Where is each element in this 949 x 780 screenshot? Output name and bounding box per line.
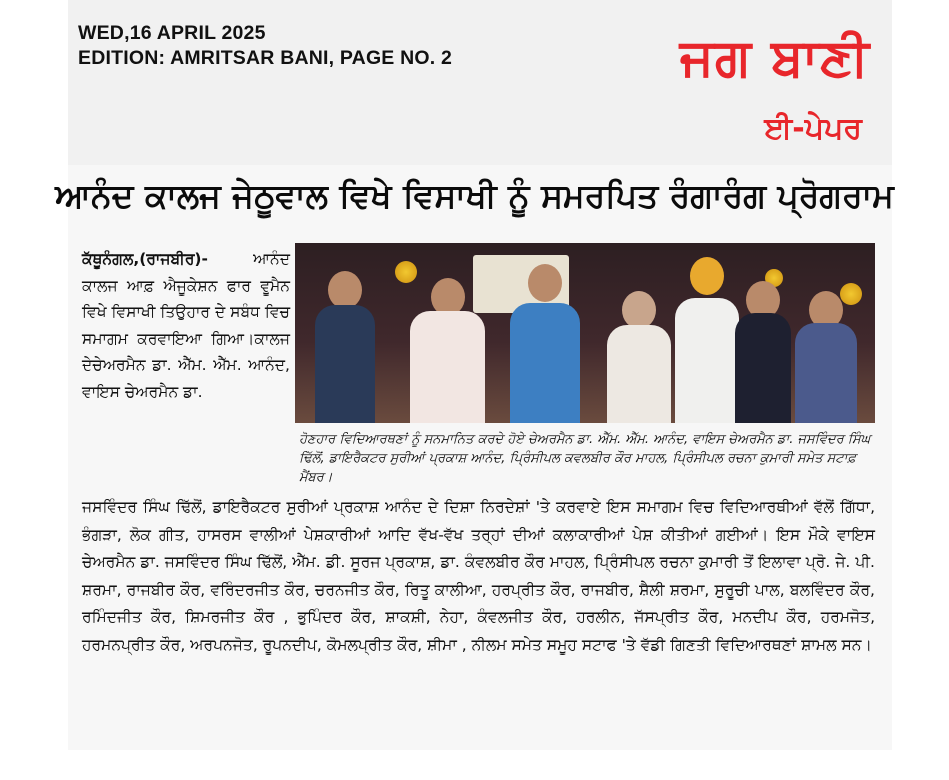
page-header — [68, 0, 892, 165]
photo-person — [675, 253, 739, 423]
photo-person — [510, 258, 580, 423]
photo-person — [607, 283, 671, 423]
article-lead — [82, 246, 290, 405]
newspaper-logo: ਜਗ ਬਾਣੀ — [679, 28, 870, 88]
publication-date: WED,16 APRIL 2025 — [78, 22, 266, 44]
photo-caption: ਹੋਣਹਾਰ ਵਿਦਿਆਰਥਣਾਂ ਨੂੰ ਸਨਮਾਨਿਤ ਕਰਦੇ ਹੋਏ ਚੇਅਰਮੈਨ ਡਾ. ਐੱਮ. ਐੱਮ. ਆਨੰਦ, ਵਾਇਸ ਚੇਅਰਮੈਨ ਡਾ. ਜਸਵਿੰਦਰ ਸਿੰਘ ਢਿੱਲੋਂ, ਡਾਇਰੈਕਟਰ ਸੁਰੀਆਂ ਪ੍ਰਕਾਸ਼ ਆਨੰਦ, ਪ੍ਰਿੰਸੀਪਲ ਕਵਲਬੀਰ ਕੌਰ ਮਾਹਲ, ਪ੍ਰਿੰਸੀਪਲ ਰਚਨਾ ਕੁਮਾਰੀ ਸਮੇਤ ਸਟਾਫ਼ ਮੈਂਬਰ। — [299, 432, 871, 485]
photo-person — [735, 271, 791, 423]
edition-info: EDITION: AMRITSAR BANI, PAGE NO. 2 — [78, 47, 453, 69]
photo-person — [795, 283, 857, 423]
article-photo — [295, 243, 875, 423]
article-body: ਜਸਵਿੰਦਰ ਸਿੰਘ ਢਿੱਲੋਂ, ਡਾਇਰੈਕਟਰ ਸੁਰੀਆਂ ਪ੍ਰਕਾਸ਼ ਆਨੰਦ ਦੇ ਦਿਸ਼ਾ ਨਿਰਦੇਸ਼ਾਂ 'ਤੇ ਕਰਵਾਏ ਇਸ ਸਮਾਗਮ ਵਿਚ ਵਿਦਿਆਰਥੀਆਂ ਵੱਲੋਂ ਗਿੱਧਾ, ਭੰਗੜਾ, ਲੋਕ ਗੀਤ, ਹਾਸਰਸ ਵਾਲੀਆਂ ਪੇਸ਼ਕਾਰੀਆਂ ਆਦਿ ਵੱਖ-ਵੱਖ ਤਰ੍ਹਾਂ ਦੀਆਂ ਕਲਾਕਾਰੀਆਂ ਪੇਸ਼ ਕੀਤੀਆਂ ਗਈਆਂ। ਇਸ ਮੌਕੇ ਵਾਇਸ ਚੇਅਰਮੈਨ ਡਾ. ਜਸਵਿੰਦਰ ਸਿੰਘ ਢਿੱਲੋਂ, ਐੱਮ. ਡੀ. ਸੂਰਜ ਪ੍ਰਕਾਸ਼, ਡਾ. ਕੰਵਲਬੀਰ ਕੌਰ ਮਾਹਲ, ਪ੍ਰਿੰਸੀਪਲ ਰਚਨਾ ਕੁਮਾਰੀ ਤੋਂ ਇਲਾਵਾ ਪ੍ਰੋ. ਜੇ. ਪੀ. ਸ਼ਰਮਾ, ਰਾਜਬੀਰ ਕੌਰ, ਵਰਿੰਦਰਜੀਤ ਕੌਰ, ਚਰਨਜੀਤ ਕੌਰ, ਰਿਤੂ ਕਾਲੀਆ, ਹਰਪ੍ਰੀਤ ਕੌਰ, ਰਾਜਬੀਰ, ਸ਼ੈਲੀ ਸ਼ਰਮਾ, ਸੁਰੂਚੀ ਪਾਲ, ਬਲਵਿੰਦਰ ਕੌਰ, ਰਮਿੰਦਜੀਤ ਕੌਰ, ਸ਼ਿਮਰਜੀਤ ਕੌਰ , ਭੁਪਿੰਦਰ ਕੌਰ, ਸ਼ਾਕਸ਼ੀ, ਨੇਹਾ, ਕੰਵਲਜੀਤ ਕੌਰ, ਹਰਲੀਨ, ਜੱਸਪ੍ਰੀਤ ਕੌਰ, ਮਨਦੀਪ ਕੌਰ, ਹਰਮਜੋਤ, ਹਰਮਨਪ੍ਰੀਤ ਕੌਰ, ਅਰਪਨਜੋਤ, ਰੂਪਨਦੀਪ, ਕੋਮਲਪ੍ਰੀਤ ਕੌਰ, ਸ਼ੀਮਾ , ਨੀਲਮ ਸਮੇਤ ਸਮੂਹ ਸਟਾਫ 'ਤੇ ਵੱਡੀ ਗਿਣਤੀ ਵਿਦਿਆਰਥਣਾਂ ਸ਼ਾਮਲ ਸਨ। — [82, 498, 875, 654]
article-lead-text: ਆਨੰਦ ਕਾਲਜ ਆਫ਼ ਐਜੂਕੇਸ਼ਨ ਫਾਰ ਵੂਮੈਨ ਵਿਖੇ ਵਿਸਾਖੀ ਤਿਉਹਾਰ ਦੇ ਸਬੰਧ ਵਿਚ ਸਮਾਗਮ ਕਰਵਾਇਆ ਗਿਆ।ਕਾਲਜ ਦੇਚੇਅਰਮੈਨ ਡਾ. ਐੱਮ. ਐੱਮ. ਆਨੰਦ, ਵਾਇਸ ਚੇਅਰਮੈਨ ਡਾ. — [82, 250, 290, 401]
epaper-label: ਈ-ਪੇਪਰ — [764, 111, 862, 146]
article-dateline: ਕੱਥੂਨੰਗਲ,(ਰਾਜਬੀਰ)- — [82, 250, 208, 268]
article-headline: ਆਨੰਦ ਕਾਲਜ ਜੇਠੂਵਾਲ ਵਿਖੇ ਵਿਸਾਖੀ ਨੂੰ ਸਮਰਪਿਤ ਰੰਗਾਰੰਗ ਪ੍ਰੋਗਰਾਮ — [55, 176, 894, 215]
photo-person — [315, 263, 375, 423]
photo-person — [410, 268, 485, 423]
